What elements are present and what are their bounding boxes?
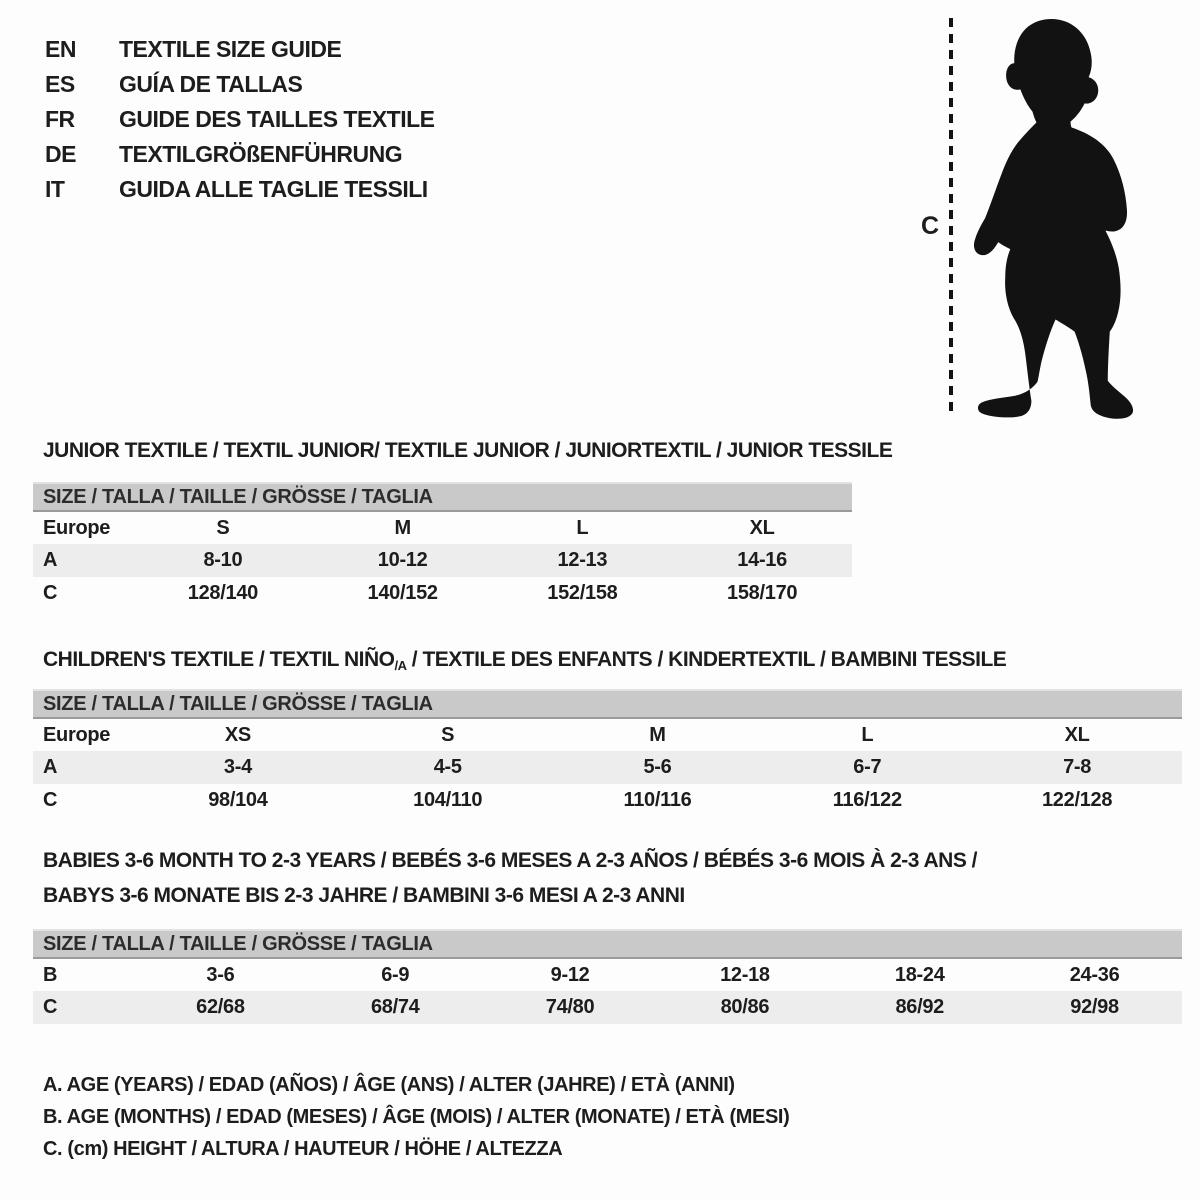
babies-section-heading xyxy=(43,843,977,913)
junior-section-heading: JUNIOR TEXTILE / TEXTIL JUNIOR/ TEXTILE JUNIOR / JUNIORTEXTIL / JUNIOR TESSILE xyxy=(43,439,893,462)
height-measure-label: C xyxy=(920,212,940,240)
cell: 74/80 xyxy=(545,996,595,1018)
guide-title: GUÍA DE TALLAS xyxy=(119,71,303,97)
table-row xyxy=(33,511,852,544)
size-header-bar: SIZE / TALLA / TAILLE / GRÖSSE / TAGLIA xyxy=(33,690,1182,718)
lang-code: EN xyxy=(45,36,76,62)
cell: 68/74 xyxy=(370,996,420,1018)
cell: 7-8 xyxy=(1063,756,1092,778)
cell: 116/122 xyxy=(832,789,902,811)
cell: 140/152 xyxy=(367,582,438,604)
size-header-bar: SIZE / TALLA / TAILLE / GRÖSSE / TAGLIA xyxy=(33,483,852,511)
cell: 158/170 xyxy=(727,582,798,604)
row-label: C xyxy=(43,582,58,604)
heading-text: / TEXTILE DES ENFANTS / KINDERTEXTIL / BAMBINI TESSILE xyxy=(406,648,1007,671)
cell: 128/140 xyxy=(187,582,258,604)
table-row xyxy=(33,544,852,577)
lang-code: FR xyxy=(45,106,75,132)
row-label: Europe xyxy=(43,516,111,539)
lang-code: IT xyxy=(45,176,65,202)
lang-code: DE xyxy=(45,141,76,167)
cell: 5-6 xyxy=(643,756,672,778)
cell: 6-7 xyxy=(853,756,882,778)
row-label: C xyxy=(43,996,58,1018)
table-row xyxy=(33,718,1182,751)
cell: L xyxy=(861,723,874,746)
cell: M xyxy=(649,723,666,746)
lang-code: ES xyxy=(45,71,75,97)
cell: 110/116 xyxy=(623,789,692,811)
cell: 6-9 xyxy=(381,963,410,986)
lang-row-en xyxy=(45,32,435,67)
table-row xyxy=(33,958,1182,991)
lang-row-fr xyxy=(45,102,435,137)
size-header-bar: SIZE / TALLA / TAILLE / GRÖSSE / TAGLIA xyxy=(33,930,1182,958)
legend-age-years: A. AGE (YEARS) / EDAD (AÑOS) / ÂGE (ANS) / ALTER (JAHRE) / ETÀ (ANNI) xyxy=(43,1074,735,1096)
lang-row-de xyxy=(45,137,435,172)
guide-title: GUIDA ALLE TAGLIE TESSILI xyxy=(119,176,428,202)
cell: XL xyxy=(1064,723,1090,746)
cell: 62/68 xyxy=(196,996,245,1018)
lang-row-es xyxy=(45,67,435,102)
cell: 3-4 xyxy=(223,756,252,778)
row-label: Europe xyxy=(43,723,111,746)
cell: 152/158 xyxy=(547,582,618,604)
children-size-table xyxy=(33,689,1182,817)
table-row xyxy=(33,751,1182,784)
row-label: A xyxy=(43,756,58,778)
legend-age-months: B. AGE (MONTHS) / EDAD (MESES) / ÂGE (MOIS) / ALTER (MONATE) / ETÀ (MESI) xyxy=(43,1106,790,1128)
guide-title: TEXTILE SIZE GUIDE xyxy=(119,36,342,62)
cell: M xyxy=(394,516,411,539)
cell: 24-36 xyxy=(1069,963,1120,986)
cell: XL xyxy=(749,516,775,539)
measure-legend xyxy=(43,1069,789,1165)
heading-line-1: BABIES 3-6 MONTH TO 2-3 YEARS / BEBÉS 3-6 MESES A 2-3 AÑOS / BÉBÉS 3-6 MOIS À 2-3 ANS / xyxy=(43,849,978,872)
cell: 10-12 xyxy=(377,549,428,571)
row-label: C xyxy=(43,789,58,811)
lang-row-it xyxy=(45,172,435,207)
toddler-silhouette-icon xyxy=(963,17,1141,419)
legend-height-cm: C. (cm) HEIGHT / ALTURA / HAUTEUR / HÖHE / ALTEZZA xyxy=(43,1138,563,1160)
cell: 4-5 xyxy=(433,756,462,778)
table-row xyxy=(33,784,1182,817)
cell: S xyxy=(216,516,230,539)
cell: 86/92 xyxy=(895,996,944,1018)
row-label: B xyxy=(43,963,58,986)
cell: L xyxy=(576,516,589,539)
cell: 12-13 xyxy=(557,549,608,571)
height-measure-dashed-line xyxy=(949,18,953,416)
children-section-heading xyxy=(43,642,1006,683)
table-row xyxy=(33,577,852,610)
cell: 122/128 xyxy=(1041,789,1113,811)
cell: 9-12 xyxy=(550,963,590,986)
cell: 18-24 xyxy=(894,963,945,986)
cell: XS xyxy=(224,723,251,746)
guide-title: TEXTILGRÖßENFÜHRUNG xyxy=(119,141,403,167)
heading-line-2: BABYS 3-6 MONATE BIS 2-3 JAHRE / BAMBINI 3-6 MESI A 2-3 ANNI xyxy=(43,884,685,907)
table-row xyxy=(33,991,1182,1024)
cell: 80/86 xyxy=(720,996,770,1018)
cell: 3-6 xyxy=(206,963,235,986)
row-label: A xyxy=(43,549,58,571)
cell: S xyxy=(441,723,455,746)
guide-title: GUIDE DES TAILLES TEXTILE xyxy=(119,106,435,132)
cell: 104/110 xyxy=(413,789,483,811)
language-title-list xyxy=(45,32,435,207)
cell: 12-18 xyxy=(720,963,770,986)
cell: 92/98 xyxy=(1070,996,1119,1018)
heading-text: CHILDREN'S TEXTILE / TEXTIL NIÑO xyxy=(43,648,395,671)
cell: 98/104 xyxy=(208,789,268,811)
cell: 8-10 xyxy=(203,549,243,571)
babies-size-table xyxy=(33,929,1182,1024)
heading-subscript: /A xyxy=(394,658,407,673)
cell: 14-16 xyxy=(737,549,787,571)
junior-size-table xyxy=(33,482,852,610)
